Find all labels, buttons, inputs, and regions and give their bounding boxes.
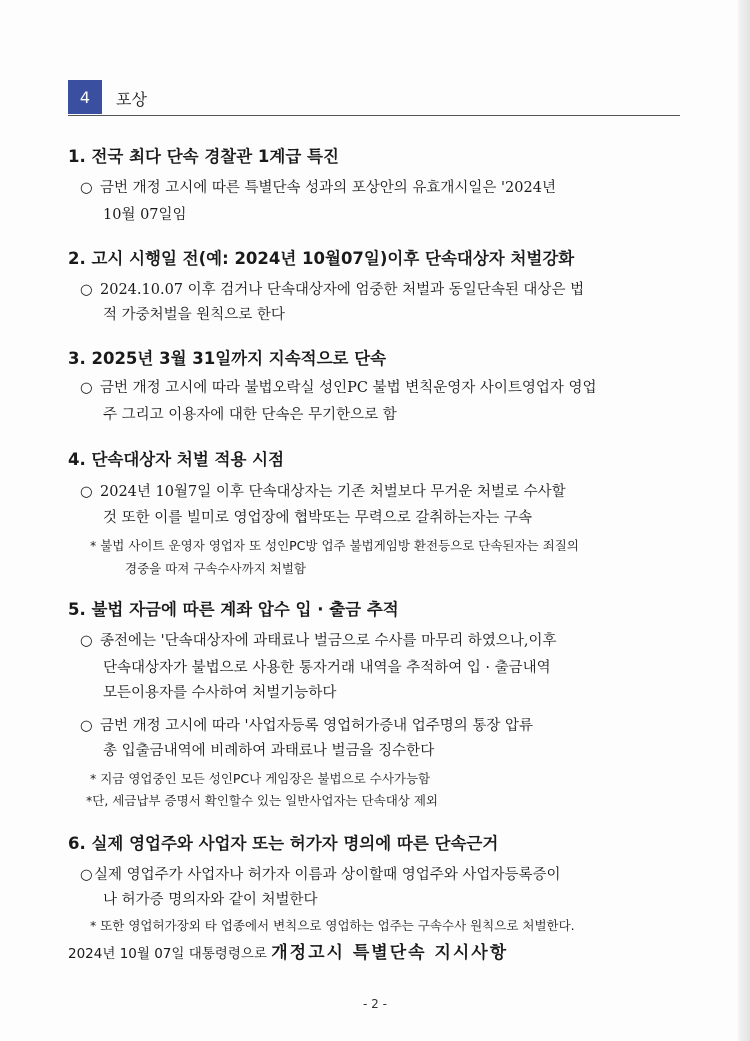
- heading-1: 1. 전국 최다 단속 경찰관 1계급 특진: [68, 147, 339, 166]
- closing-line: [68, 938, 508, 963]
- heading-3: 3. 2025년 3월 31일까지 지속적으로 단속: [68, 349, 387, 368]
- bullet-6-1-cont: 나 허가증 명의자와 같이 처벌한다: [103, 892, 318, 908]
- bullet-4-1: [80, 478, 566, 506]
- bullet-1-1: [80, 174, 556, 202]
- bullet-text: 금번 개정 고시에 따라 불법오락실 성인PC 불법 변칙운영자 사이트영업자 영업: [100, 380, 597, 396]
- closing-emphasis: 개정고시 특별단속 지시사항: [271, 943, 509, 963]
- page-number: - 2 -: [363, 997, 387, 1011]
- bullet-6-1: [80, 861, 560, 889]
- bullet-text: 실제 영업주가 사업자나 허가자 이름과 상이할때 영업주와 사업자등록증이: [94, 867, 561, 883]
- closing-prefix: 2024년 10월 07일 대통령령으로: [68, 946, 272, 962]
- bullet-4-1-cont: 것 또한 이를 빌미로 영업장에 협박또는 무력으로 갈취하는자는 구속: [103, 510, 533, 526]
- heading-4: 4. 단속대상자 처벌 적용 시점: [68, 450, 285, 469]
- bullet-5-1-cont-2: 모든이용자를 수사하여 처벌기능하다: [103, 685, 337, 701]
- note-4-1-cont: 경중을 따져 구속수사까지 처벌함: [125, 561, 306, 576]
- bullet-text: 금번 개정 고시에 따른 특별단속 성과의 포상안의 유효개시일은 '2024년: [100, 180, 556, 196]
- bullet-2-1: [80, 276, 584, 304]
- bullet-5-2: [80, 712, 533, 740]
- bullet-text: 종전에는 '단속대상자에 과태료나 벌금으로 수사를 마무리 하였으나,이후: [100, 633, 557, 649]
- bullet-text: 2024년 10월7일 이후 단속대상자는 기존 처벌보다 무거운 처벌로 수사할: [100, 484, 566, 500]
- header-underline: [68, 115, 680, 116]
- bullet-1-1-cont: 10월 07일임: [103, 207, 187, 223]
- section-header: [68, 80, 680, 116]
- bullet-mark: ○: [80, 484, 93, 500]
- bullet-mark: ○: [80, 867, 93, 883]
- bullet-text: 2024.10.07 이후 검거나 단속대상자에 엄중한 처벌과 동일단속된 대상은 법: [100, 282, 585, 298]
- bullet-mark: ○: [80, 180, 93, 196]
- section-number-badge: 4: [68, 80, 102, 114]
- bullet-text: 금번 개정 고시에 따라 '사업자등록 영업허가증내 업주명의 통장 압류: [100, 718, 534, 734]
- bullet-mark: ○: [80, 282, 93, 298]
- bullet-3-1-cont: 주 그리고 이용자에 대한 단속은 무기한으로 함: [103, 407, 397, 423]
- bullet-mark: ○: [80, 718, 93, 734]
- note-5-1: * 지금 영업중인 모든 성인PC나 게임장은 불법으로 수사가능함: [90, 771, 431, 786]
- bullet-5-1-cont-1: 단속대상자가 불법으로 사용한 통자거래 내역을 추적하여 입 · 출금내역: [103, 660, 551, 676]
- heading-5: 5. 불법 자금에 따른 계좌 압수 입 · 출금 추적: [68, 600, 399, 619]
- bullet-5-2-cont: 총 입출금내역에 비례하여 과태료나 벌금을 징수한다: [103, 743, 435, 759]
- bullet-mark: ○: [80, 633, 93, 649]
- note-5-2: *단, 세금납부 증명서 확인할수 있는 일반사업자는 단속대상 제외: [86, 793, 438, 808]
- heading-6: 6. 실제 영업주와 사업자 또는 허가자 명의에 따른 단속근거: [68, 834, 499, 853]
- bullet-2-1-cont: 적 가중처벌을 원칙으로 한다: [103, 307, 285, 323]
- bullet-3-1: [80, 374, 597, 402]
- page-edge-shadow: [738, 0, 750, 1041]
- bullet-5-1: [80, 627, 556, 655]
- note-6-1: * 또한 영업허가장외 타 업종에서 변칙으로 영업하는 업주는 구속수사 원칙으로 처벌한다.: [90, 918, 575, 933]
- bullet-mark: ○: [80, 380, 93, 396]
- heading-2: 2. 고시 시행일 전(예: 2024년 10월07일)이후 단속대상자 처벌강화: [68, 249, 575, 268]
- section-title: 포상: [116, 90, 147, 109]
- note-4-1: * 불법 사이트 운영자 영업자 또 성인PC방 업주 불법게임방 환전등으로 단속된자는 죄질의: [90, 538, 579, 553]
